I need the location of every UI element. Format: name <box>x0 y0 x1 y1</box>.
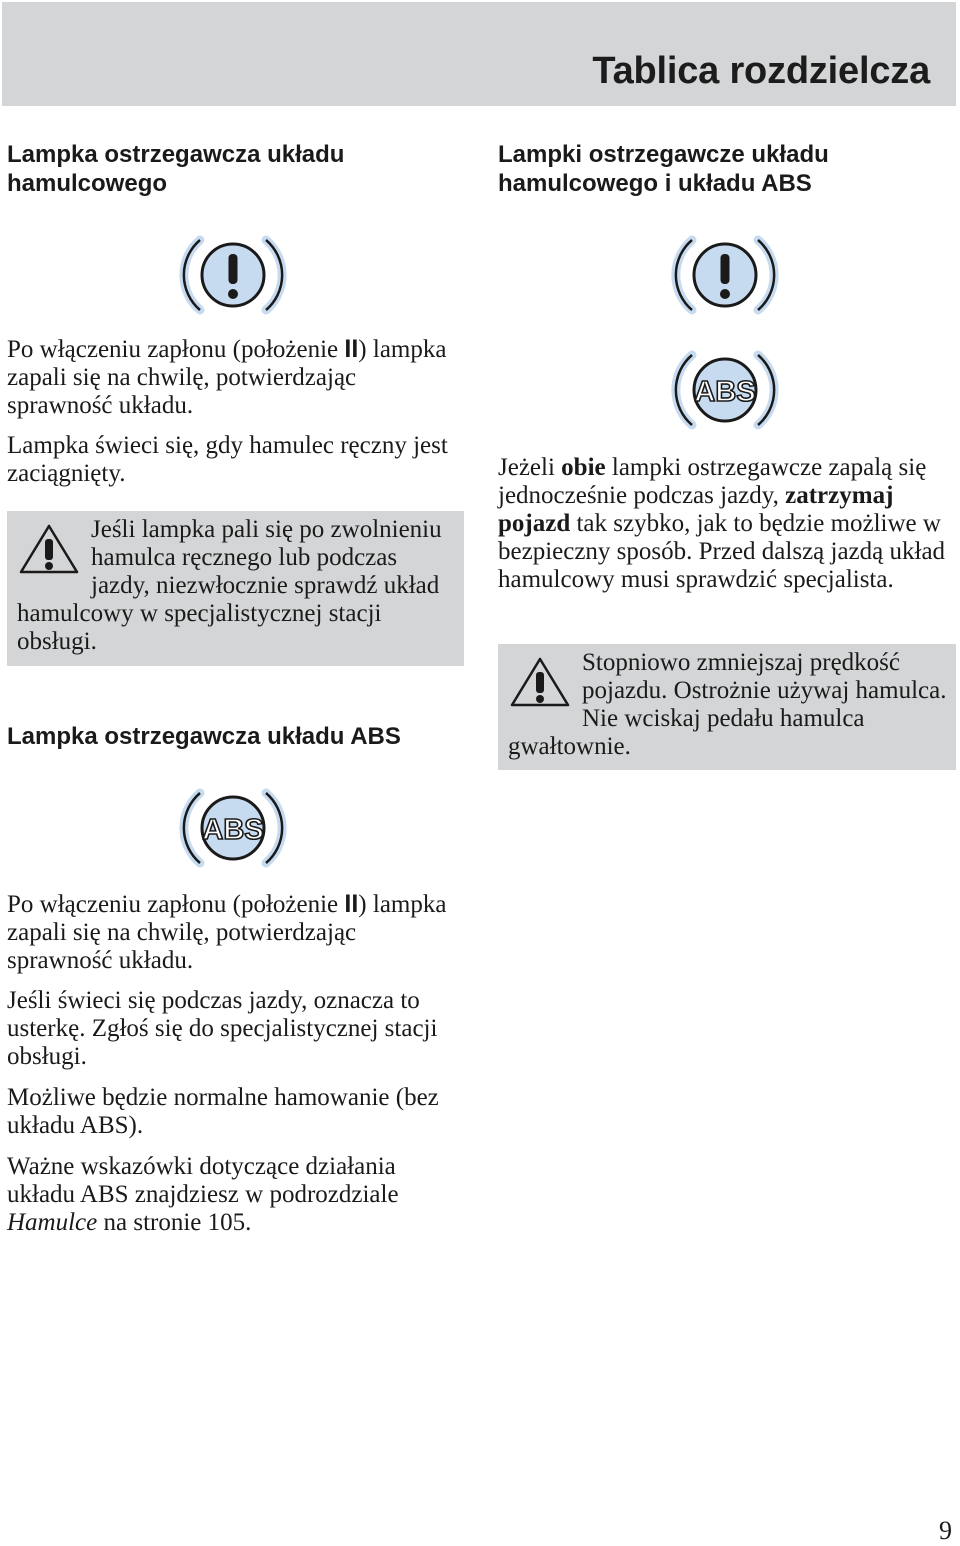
brake-warning-box <box>7 511 464 666</box>
abs-warning-icon <box>176 785 290 871</box>
brake-handbrake-text: Lampka świeci się, gdy hamulec ręczny jest zaciągnięty. <box>7 432 448 487</box>
abs-icon-label: ABS <box>202 814 264 846</box>
page-title: Tablica rozdzielcza <box>592 50 930 92</box>
warning-triangle-icon <box>508 655 572 709</box>
brake-warning-text: Jeśli lampka pali się po zwolnieniu hamulca ręcznego lub podczas jazdy, niezwłocznie sprawdź układ hamulcowy w specjalistycznej stacji obsługi. <box>17 516 442 655</box>
page-number: 9 <box>939 1516 952 1545</box>
abs-lamp-heading: Lampka ostrzegawcza układu ABS <box>7 723 401 750</box>
abs-ignition-text: Po włączeniu zapłonu (położenie II) lampka zapali się na chwilę, potwierdzając sprawność układu. <box>7 890 447 974</box>
abs-warning-icon <box>668 347 782 433</box>
brake-warning-icon <box>176 232 290 318</box>
brake-abs-warning-text: Stopniowo zmniejszaj prędkość pojazdu. Ostrożnie używaj hamulca. Nie wciskaj pedału hamulca gwałtownie. <box>508 649 947 760</box>
brake-ignition-text: Po włączeniu zapłonu (położenie II) lampka zapali się na chwilę, potwierdzając sprawność układu. <box>7 335 447 419</box>
brake-abs-lamps-heading: Lampki ostrzegawcze układu hamulcowego i układu ABS <box>498 141 829 197</box>
abs-reference-text: Ważne wskazówki dotyczące działania układu ABS znajdziesz w podrozdziale Hamulce na stronie 105. <box>7 1153 399 1236</box>
abs-fault-text: Jeśli świeci się podczas jazdy, oznacza to usterkę. Zgłoś się do specjalistycznej stacji obsługi. <box>7 987 438 1070</box>
warning-triangle-icon <box>17 522 81 576</box>
brake-abs-warning-box <box>498 644 956 770</box>
brake-lamp-heading: Lampka ostrzegawcza układu hamulcowego <box>7 141 345 197</box>
abs-icon-label: ABS <box>694 376 756 408</box>
both-lamps-text: Jeżeli obie lampki ostrzegawcze zapalą się jednocześnie podczas jazdy, zatrzymaj pojazd tak szybko, jak to będzie możliwe w bezpieczny sposób. Przed dalszą jazdą układ hamulcowy musi sprawdzić specjalista. <box>498 454 946 593</box>
brake-warning-icon <box>668 232 782 318</box>
abs-normal-braking-text: Możliwe będzie normalne hamowanie (bez układu ABS). <box>7 1084 439 1139</box>
